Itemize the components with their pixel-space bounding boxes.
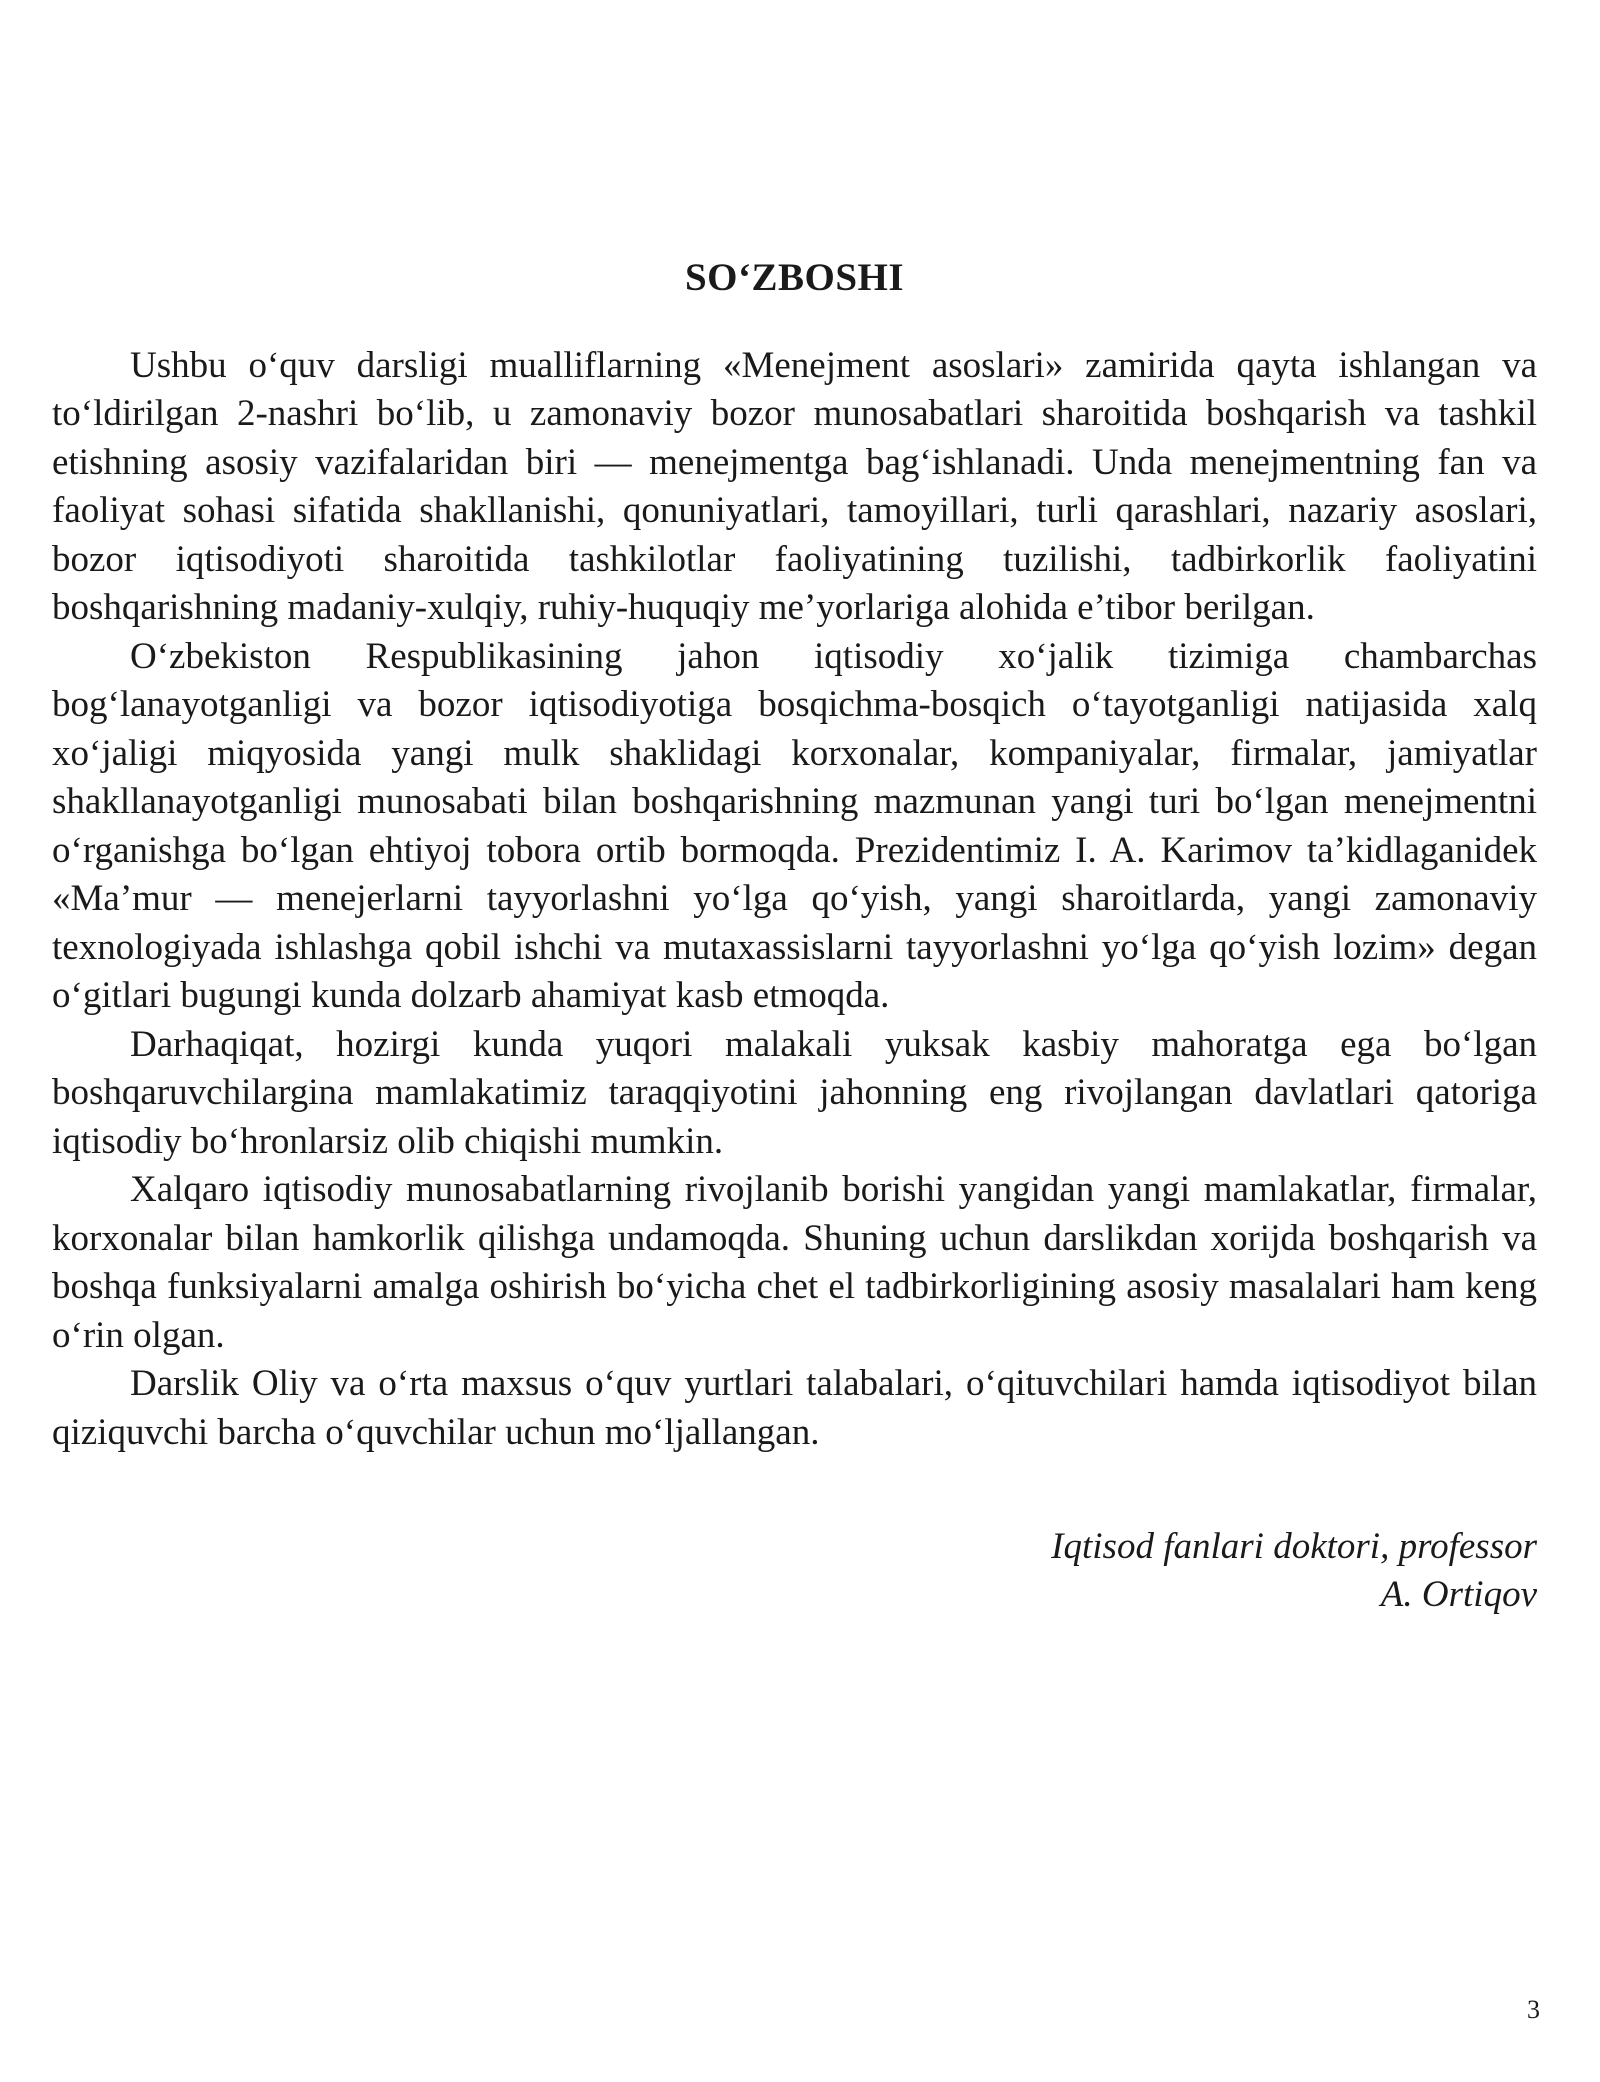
paragraph-1: Ushbu o‘quv darsligi mualliflarning «Menejment asoslari» zamirida qayta ishlangan va to‘ldirilgan 2-nashri bo‘lib, u zamonaviy bozor munosabatlari sharoitida boshqarish va tashkil etishning asosiy vazifalaridan biri — menejmentga bag‘ishlanadi. Unda menejmentning fan va faoliyat sohasi sifatida shakllanishi, qonuniyatlari, tamoyillari, turli qarashlari, nazariy asoslari, bozor iqtisodiyoti sharoitida tashkilotlar faoliyatining tuzilishi, tadbirkorlik faoliyatini boshqarishning madaniy-xulqiy, ruhiy-huquqiy me’yorlariga alohida e’tibor berilgan. [52,344,1537,629]
page-number: 3 [1527,1995,1540,2024]
paragraph-5: Darslik Oliy va o‘rta maxsus o‘quv yurtlari talabalari, o‘qituvchilari hamda iqtisodiyot bilan qiziquvchi barcha o‘quvchilar uchun mo‘ljallangan. [52,1363,1537,1453]
signature-name: A. Ortiqov [1380,1574,1537,1616]
paragraph-2: O‘zbekiston Respublikasining jahon iqtisodiy xo‘jalik tizimiga chambarchas bog‘lanayotganligi va bozor iqtisodiyotiga bosqichma-bosqich o‘tayotganligi natijasida xalq xo‘jaligi miqyosida yangi mulk shaklidagi korxonalar, kompaniyalar, firmalar, jamiyatlar shakllanayotganligi munosabati bilan boshqarishning mazmunan yangi turi bo‘lgan menejmentni o‘rganishga bo‘lgan ehtiyoj tobora ortib bormoqda. Prezidentimiz I. A. Karimov ta’kidlaganidek «Ma’mur — menejerlarni tayyorlashni yo‘lga qo‘yish, yangi sharoitlarda, yangi zamonaviy texnologiyada ishlashga qobil ishchi va mutaxassislarni tayyorlashni yo‘lga qo‘yish lozim» degan o‘gitlari bugungi kunda dolzarb ahamiyat kasb etmoqda. [52,635,1537,1017]
document-body [52,255,1537,1619]
paragraph-4: Xalqaro iqtisodiy munosabatlarning rivojlanib borishi yangidan yangi mamlakatlar, firmalar, korxonalar bilan hamkorlik qilishga undamoqda. Shuning uchun darslikdan xorijda boshqarish va boshqa funksiyalarni amalga oshirish bo‘yicha chet el tadbirkorligining asosiy masalalari ham keng o‘rin olgan. [52,1169,1537,1356]
signature-role: Iqtisod fanlari doktori, professor [1051,1526,1537,1568]
page-title: SO‘ZBOSHI [684,256,905,299]
signature-block [52,1523,1537,1619]
paragraph-3: Darhaqiqat, hozirgi kunda yuqori malakali yuksak kasbiy mahoratga ega bo‘lgan boshqaruvchilargina mamlakatimiz taraqqiyotini jahonning eng rivojlangan davlatlari qatoriga iqtisodiy bo‘hronlarsiz olib chiqishi mumkin. [52,1023,1537,1162]
